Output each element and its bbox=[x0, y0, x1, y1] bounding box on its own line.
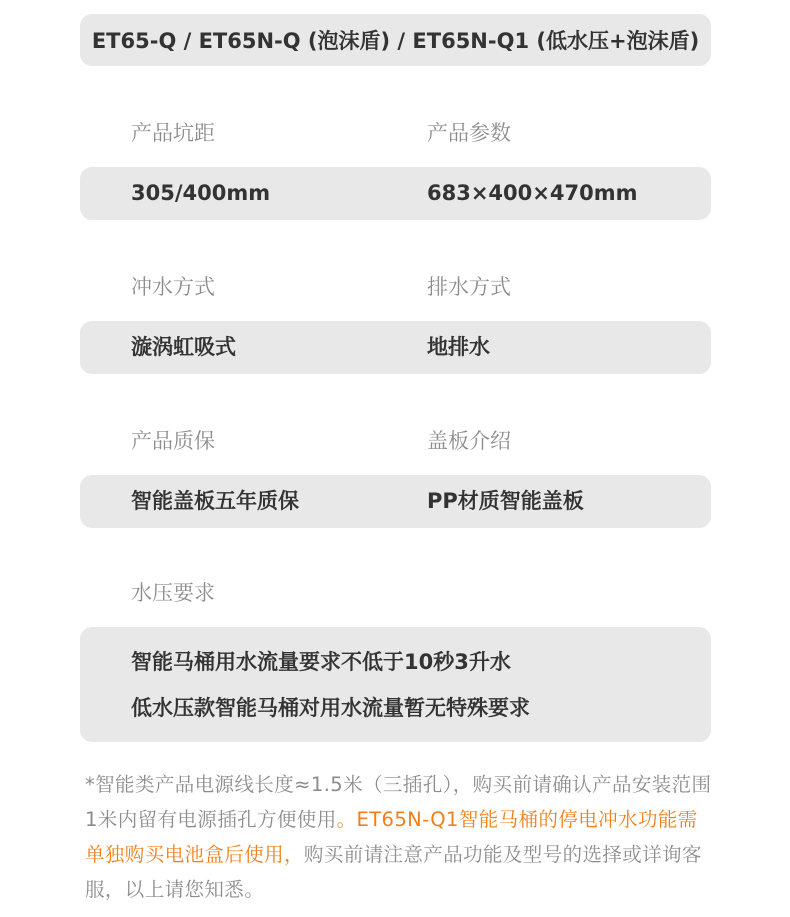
flush-type-value: 漩涡虹吸式 bbox=[131, 335, 236, 359]
footnote-battery-highlight: 。ET65N-Q1智能马桶的停电冲水功能需单独购买电池盒后使用， bbox=[85, 808, 698, 866]
seat-cover-value: PP材质智能盖板 bbox=[427, 489, 584, 513]
pit-distance-label: 产品坑距 bbox=[131, 121, 215, 145]
dimensions-value: 683×400×470mm bbox=[427, 181, 638, 205]
drain-type-value: 地排水 bbox=[427, 335, 490, 359]
seat-cover-label: 盖板介绍 bbox=[427, 429, 511, 453]
footnote-power-cord: *智能类产品电源线长度≈1.5米（三插孔），购买前请确认产品安装范围1米内留有电源插孔方便使用 bbox=[85, 773, 712, 831]
spec-row-flush-drain bbox=[80, 321, 711, 374]
spec-row-pit-dimensions bbox=[80, 167, 711, 220]
water-pressure-label: 水压要求 bbox=[131, 581, 215, 605]
warranty-value: 智能盖板五年质保 bbox=[131, 489, 299, 513]
spec-row-warranty-cover bbox=[80, 475, 711, 528]
dimensions-label: 产品参数 bbox=[427, 121, 511, 145]
flush-type-label: 冲水方式 bbox=[131, 275, 215, 299]
drain-type-label: 排水方式 bbox=[427, 275, 511, 299]
low-pressure-note: 低水压款智能马桶对用水流量暂无特殊要求 bbox=[131, 696, 530, 720]
warranty-label: 产品质保 bbox=[131, 429, 215, 453]
water-pressure-requirement: 智能马桶用水流量要求不低于10秒3升水 bbox=[131, 650, 511, 674]
model-title: ET65-Q / ET65N-Q (泡沫盾) / ET65N-Q1 (低水压+泡沫盾) bbox=[91, 29, 700, 53]
footnote-consult: 购买前请注意产品功能及型号的选择或详询客服，以上请您知悉。 bbox=[85, 843, 702, 901]
pit-distance-value: 305/400mm bbox=[131, 181, 271, 205]
footnote bbox=[85, 767, 717, 907]
model-title-bar bbox=[80, 14, 711, 66]
water-pressure-box bbox=[80, 627, 711, 742]
